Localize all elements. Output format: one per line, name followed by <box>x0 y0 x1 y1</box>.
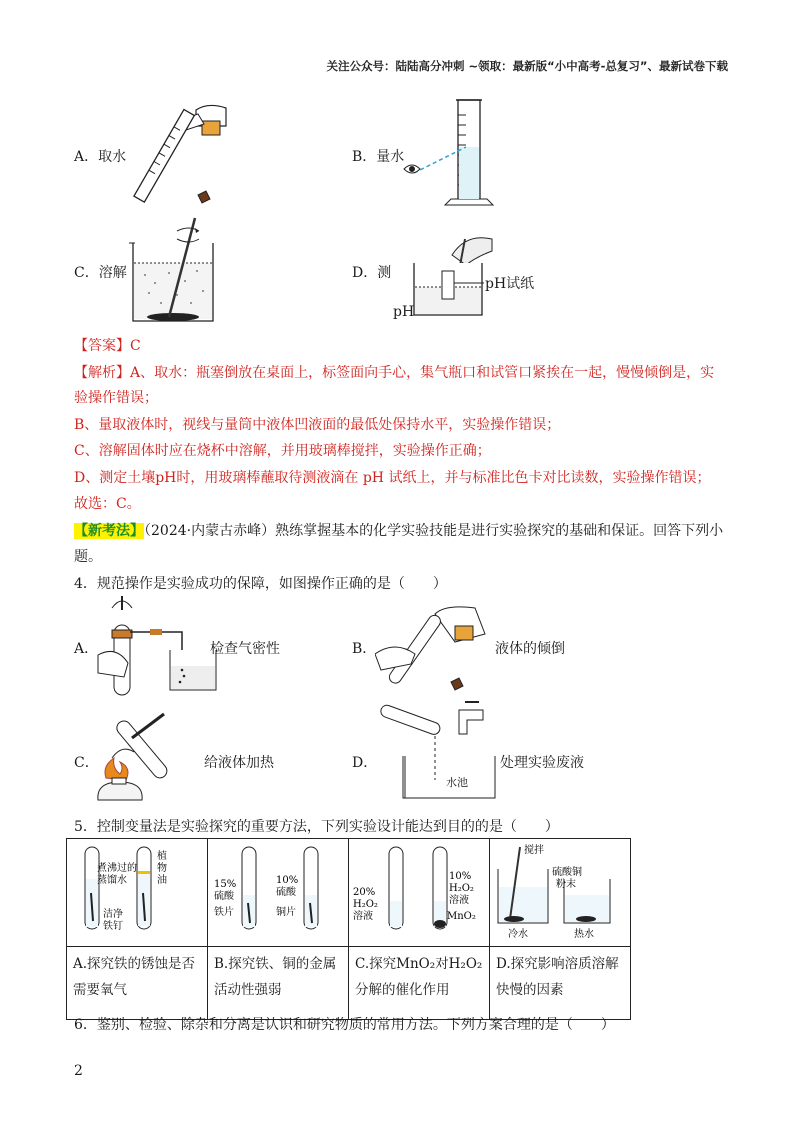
q5d-t4: 冷水 <box>508 929 528 940</box>
q4-c-label: 给液体加热 <box>204 755 274 771</box>
q5-image-c <box>349 839 490 947</box>
q5a-t5: 植 <box>157 851 167 862</box>
q5c-t7: MnO₂ <box>447 911 476 922</box>
q3-option-d: D．测 <box>352 265 392 281</box>
q5b-t4: 10% <box>276 875 299 886</box>
test-tubes-metals <box>208 839 336 942</box>
q5d-t2: 硫酸铜 <box>552 867 582 878</box>
new-exam-line-1 <box>74 520 723 540</box>
page-number: 2 <box>74 1063 83 1079</box>
q5-caption-a: A.探究铁的锈蚀是否需要氧气 <box>67 947 208 1020</box>
q4-b-label: 液体的倾倒 <box>495 641 565 657</box>
new-exam-text-1: （2024·内蒙古赤峰）熟练掌握基本的化学实验技能是进行实验探究的基础和保证。回答下列小 <box>144 523 724 539</box>
analysis-line-3: B、量取液体时，视线与量筒中液体凹液面的最低处保持水平，实验操作错误； <box>74 417 561 433</box>
new-exam-badge: 【新考法】 <box>74 523 144 539</box>
q6-stem: 6．鉴别、检验、除杂和分离是认识和研究物质的常用方法。下列方案合理的是（ ） <box>74 1017 615 1033</box>
q3-option-a: A．取水 <box>74 149 127 165</box>
page-header: 关注公众号：陆陆高分冲刺 ~领取：最新版“小中高考-总复习”、最新试卷下载 <box>326 59 728 73</box>
q5-image-d <box>490 839 631 947</box>
q5-stem: 5．控制变量法是实验探究的重要方法，下列实验设计能达到目的的是（ ） <box>74 819 559 835</box>
q4-pool-label: 水池 <box>446 776 468 789</box>
answer-value: C <box>130 338 141 354</box>
q5c-t1: 20% <box>353 887 376 898</box>
q5b-t2: 硫酸 <box>214 891 234 902</box>
q5-image-a <box>67 839 208 947</box>
figure-pour-water <box>120 95 230 210</box>
q5a-t3: 洁净 <box>103 909 123 920</box>
figure-dissolve <box>125 213 220 325</box>
q4-option-c: C． <box>74 755 99 771</box>
q5d-t5: 热水 <box>574 929 594 940</box>
q3-ph-label: pH <box>393 304 415 320</box>
q5c-t2: H₂O₂ <box>353 899 378 910</box>
new-exam-line-2: 题。 <box>74 549 102 565</box>
test-tubes-catalyst <box>349 839 477 942</box>
q5-caption-b: B.探究铁、铜的金属活动性强弱 <box>208 947 349 1020</box>
analysis-line-5: D、测定土壤pH时，用玻璃棒蘸取待测液滴在 pH 试纸上，并与标准比色卡对比读数，实验操作错误； <box>74 470 711 486</box>
q5-image-b <box>208 839 349 947</box>
q4-d-label: 处理实验废液 <box>500 755 584 771</box>
figure-pour-liquid <box>375 598 490 698</box>
q5c-t5: H₂O₂ <box>449 883 474 894</box>
analysis-text-1: A、取水：瓶塞倒放在桌面上，标签面向手心，集气瓶口和试管口紧挨在一起，慢慢倾倒是，实 <box>130 365 715 381</box>
q5d-t1: 搅拌 <box>524 845 544 856</box>
q5b-t5: 硫酸 <box>276 887 296 898</box>
q5b-t6: 铜片 <box>276 907 296 918</box>
q5a-t2: 蒸馏水 <box>97 875 127 886</box>
q5-table <box>66 838 631 1020</box>
analysis-line-4: C、溶解固体时应在烧杯中溶解，并用玻璃棒搅拌，实验操作正确； <box>74 443 491 459</box>
q5a-t7: 油 <box>157 875 167 886</box>
beakers-dissolve <box>490 839 618 942</box>
figure-waste-liquid <box>375 700 500 800</box>
q5c-t4: 10% <box>449 871 472 882</box>
q5c-t6: 溶液 <box>449 895 469 906</box>
answer-label: 【答案】 <box>74 338 130 354</box>
figure-measure-water <box>400 95 500 210</box>
q5-caption-d: D.探究影响溶质溶解快慢的因素 <box>490 947 631 1020</box>
analysis-line-1 <box>74 362 714 382</box>
q3-ph-paper-label: pH试纸 <box>485 276 535 292</box>
analysis-line-2: 验操作错误； <box>74 390 158 406</box>
analysis-line-6: 故选：C。 <box>74 496 141 512</box>
q4-option-a: A． <box>74 641 99 657</box>
q4-a-label: 检查气密性 <box>210 641 280 657</box>
q5-caption-c: C.探究MnO₂对H₂O₂分解的催化作用 <box>349 947 490 1020</box>
q3-option-b: B．量水 <box>352 149 405 165</box>
test-tubes-rust <box>67 839 195 942</box>
q5b-t3: 铁片 <box>214 907 234 918</box>
q5a-t1: 煮沸过的 <box>97 863 137 874</box>
q5a-t4: 铁钉 <box>103 921 123 932</box>
q3-option-c: C．溶解 <box>74 265 127 281</box>
answer-line <box>74 335 141 355</box>
q5d-t3: 粉末 <box>556 879 576 890</box>
q4-option-b: B． <box>352 641 377 657</box>
q4-option-d: D． <box>352 755 378 771</box>
figure-heat-liquid <box>92 708 202 808</box>
q5b-t1: 15% <box>214 879 237 890</box>
q5a-t6: 物 <box>157 863 167 874</box>
figure-airtightness <box>92 590 222 700</box>
analysis-label: 【解析】 <box>74 365 130 381</box>
q4-stem: 4．规范操作是实验成功的保障，如图操作正确的是（ ） <box>74 576 447 592</box>
q5c-t3: 溶液 <box>353 911 373 922</box>
